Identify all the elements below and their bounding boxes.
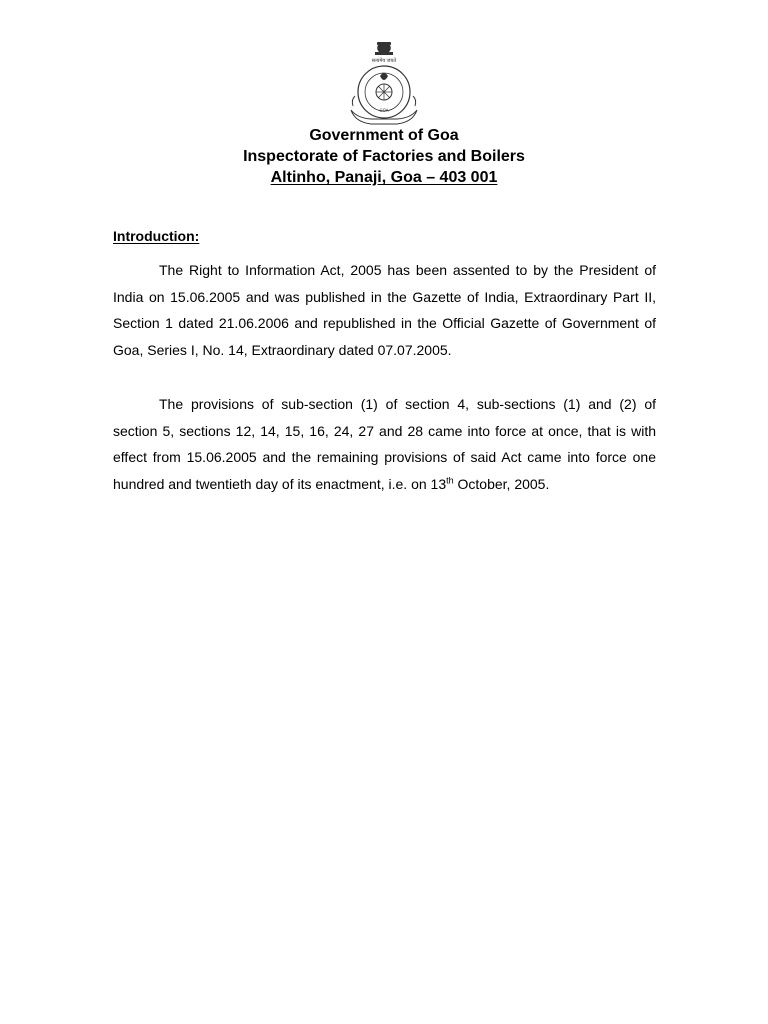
- paragraph2-text: The provisions of sub-section (1) of section 4, sub-sections (1) and (2) of section 5, sections 12, 14, 15, 16, 24, 27 and 28 came into force at once, that is with effect from 15.06.2005 and the remaining provisions of said Act came into force one hundred and twentieth day of its enactment, i.e. on 13: [113, 396, 656, 492]
- government-emblem: [341, 40, 427, 128]
- paragraph2-end: October, 2005.: [453, 475, 550, 492]
- header-government: Government of Goa: [309, 127, 459, 144]
- paragraph-rti-act-assent: The Right to Information Act, 2005 has been assented to by the President of India on 15.06.2005 and was published in the Gazette of India, Extraordinary Part II, Section 1 dated 21.06.2006 and republished in the Official Gazette of Government of Goa, Series I, No. 14, Extraordinary dated 07.07.2005.: [113, 262, 656, 358]
- svg-text:सत्यमेव जयते: सत्यमेव जयते: [371, 58, 397, 64]
- paragraph-provisions-in-force: [113, 391, 656, 497]
- ordinal-suffix: th: [446, 474, 454, 485]
- introduction-heading: Introduction:: [113, 228, 200, 244]
- emblem-icon: [341, 40, 427, 128]
- header-inspectorate: Inspectorate of Factories and Boilers: [243, 148, 525, 165]
- svg-text:GOA: GOA: [379, 108, 389, 113]
- header-address: Altinho, Panaji, Goa – 403 001: [270, 169, 498, 186]
- document-header: [0, 125, 768, 188]
